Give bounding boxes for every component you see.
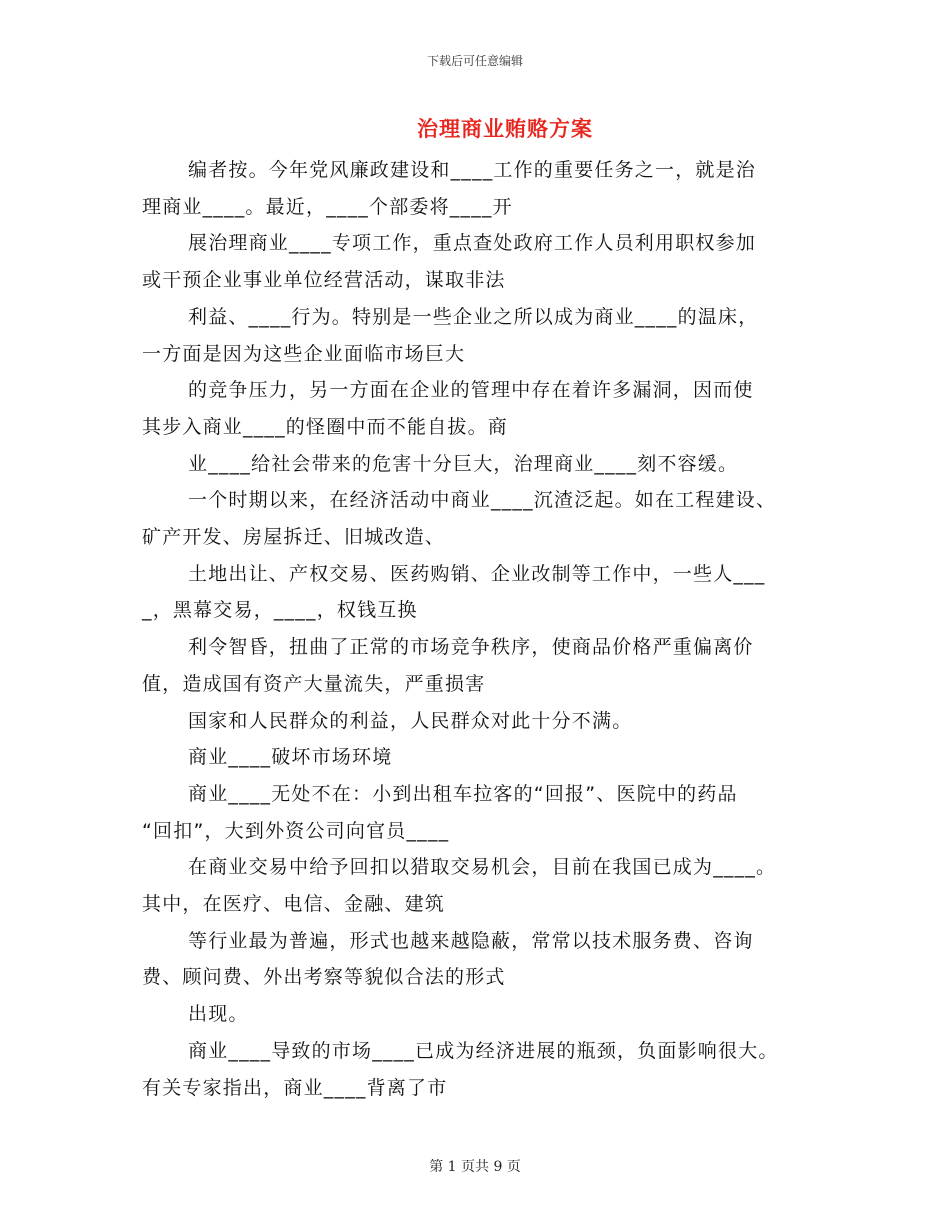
paragraph-line: 或干预企业事业单位经营活动，谋取非法 (142, 269, 506, 292)
paragraph-line: 费、顾问费、外出考察等貌似合法的形式 (142, 966, 506, 989)
document-body (142, 152, 822, 1106)
paragraph-line: 理商业____。最近，____个部委将____开 (142, 195, 513, 218)
paragraph (142, 1033, 822, 1106)
paragraph-line: 其中，在医疗、电信、金融、建筑 (142, 893, 446, 916)
paragraph (142, 152, 822, 225)
paragraph-line: 商业____导致的市场____已成为经济进展的瓶颈，负面影响很大。 (188, 1039, 779, 1062)
document-title: 治理商业贿赂方案 (417, 117, 593, 141)
paragraph-line: 矿产开发、房屋拆迁、旧城改造、 (142, 526, 446, 549)
paragraph-line: 一个时期以来，在经济活动中商业____沉渣泛起。如在工程建设、 (188, 489, 777, 512)
paragraph-line: 展治理商业____专项工作，重点查处政府工作人员利用职权参加 (188, 232, 757, 255)
paragraph (142, 482, 822, 555)
paragraph-line: 值，造成国有资产大量流失，严重损害 (142, 672, 486, 695)
paragraph (142, 849, 822, 922)
paragraph-line: 等行业最为普遍，形式也越来越隐蔽，常常以技术服务费、咨询 (188, 929, 754, 952)
section-heading (142, 739, 822, 776)
paragraph-line: “回扣”，大到外资公司向官员____ (142, 819, 450, 842)
paragraph-line: 商业____破坏市场环境 (188, 746, 393, 769)
paragraph-line: 在商业交易中给予回扣以猎取交易机会，目前在我国已成为____。 (188, 856, 777, 879)
paragraph-line: 国家和人民群众的利益，人民群众对此十分不满。 (188, 709, 633, 732)
paragraph-line: 商业____无处不在：小到出租车拉客的“回报”、医院中的药品 (188, 782, 738, 805)
paragraph-line: _，黑幕交易，____，权钱互换 (142, 599, 418, 622)
paragraph (142, 299, 822, 372)
paragraph (142, 703, 822, 740)
paragraph (142, 776, 822, 849)
paragraph (142, 372, 822, 445)
paragraph (142, 923, 822, 996)
paragraph-line: 土地出让、产权交易、医药购销、企业改制等工作中，一些人___ (188, 562, 766, 585)
paragraph-line: 出现。 (188, 1003, 249, 1026)
paragraph-line: 编者按。今年党风廉政建设和____工作的重要任务之一，就是治 (188, 159, 757, 181)
paragraph (142, 225, 822, 298)
page-number: 第 1 页共 9 页 (429, 1159, 521, 1175)
paragraph-line: 的竞争压力，另一方面在企业的管理中存在着许多漏洞，因而使 (188, 379, 754, 402)
paragraph (142, 629, 822, 702)
paragraph-line: 一方面是因为这些企业面临市场巨大 (142, 342, 466, 365)
paragraph-line: 有关专家指出，商业____背离了市 (142, 1076, 448, 1099)
paragraph-line: 业____给社会带来的危害十分巨大，治理商业____刻不容缓。 (188, 452, 739, 475)
paragraph-line: 其步入商业____的怪圈中而不能自拔。商 (142, 415, 509, 438)
paragraph (142, 446, 822, 483)
paragraph (142, 556, 822, 629)
header-note: 下载后可任意编辑 (426, 54, 523, 68)
paragraph (142, 996, 822, 1033)
paragraph-line: 利令智昏，扭曲了正常的市场竞争秩序，使商品价格严重偏离价 (188, 636, 754, 659)
paragraph-line: 利益、____行为。特别是一些企业之所以成为商业____的温床， (188, 305, 759, 328)
